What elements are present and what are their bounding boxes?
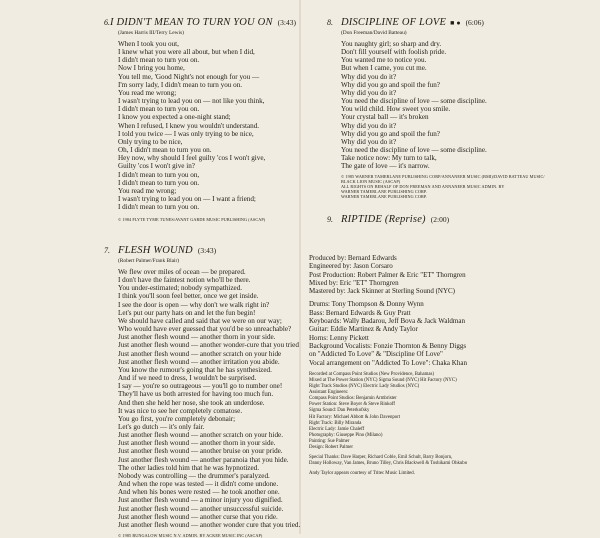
lyric-line: I see the door is open — why don't we walk right in? — [118, 300, 270, 309]
credit-line: Assistant Engineers: — [309, 390, 349, 396]
lyric-line: I didn't mean to turn you on, — [118, 170, 200, 179]
lyric-line: We flew over miles of ocean — be prepared. — [118, 268, 246, 276]
lyric-line: You tell me, 'Good Night's not enough for you — — [118, 72, 260, 81]
credit-line: Vocal arrangement on "Addicted To Love": Chaka Khan — [309, 358, 467, 367]
song-number: 8. — [327, 18, 333, 27]
lyric-line: Just another flesh wound — another curse that you ride. — [118, 512, 278, 521]
song-header — [327, 214, 449, 225]
lyric-line: Guilty 'cos I won't give in? — [118, 162, 195, 171]
credit-line: Hit Factory: Michael Abbott & John Davenport — [309, 414, 401, 420]
song-credits: (Robert Palmer/Frank Blair) — [118, 258, 180, 264]
lyric-line: Only trying to be nice, — [118, 137, 183, 146]
song-duration: (6:06) — [465, 18, 484, 27]
song-number: 7. — [104, 246, 110, 255]
lyric-line: I say — you're so outrageous — you'll go to number one! — [118, 382, 283, 391]
song-lyrics — [118, 268, 304, 529]
lyric-line: Just another flesh wound — another scratch on your hide — [118, 349, 282, 358]
song-number: 9. — [327, 215, 333, 224]
lyric-line: You read me wrong; — [118, 88, 177, 97]
lyric-line: You under-estimated; nobody sympathized. — [118, 284, 243, 293]
lyric-line: And then she held her nose, she took an underdose. — [118, 398, 265, 407]
left-column — [104, 17, 301, 538]
lyric-line: Just another flesh wound — a minor injury you dignified. — [118, 496, 283, 505]
lyric-line: You need the discipline of love — some discipline. — [341, 146, 487, 155]
credit-line: Special Thanks: Dave Harper, Richard Coble, Emil Schult, Barry Bonjorn, — [309, 455, 453, 461]
lyric-line: Just another flesh wound — another wonder-cure that you tried — [118, 341, 299, 350]
lyric-line: Just another flesh wound — another bruise on your pride. — [118, 447, 283, 456]
credit-line: Guitar: Eddie Martinez & Andy Taylor — [309, 325, 418, 334]
copyright-notice — [341, 174, 592, 199]
lyric-line: They'll have us both arrested for having too much fun. — [118, 390, 274, 399]
lyric-line: And when his bones were rested — he took another one. — [118, 488, 280, 497]
credit-line: Right Track Studios (NYC) Electric Lady Studios (NYC) — [309, 384, 420, 390]
credit-line: Power Station: Steve Boyer & Steve Rinkoff — [309, 402, 395, 408]
credit-line: Drums: Tony Thompson & Donny Wynn — [309, 300, 424, 309]
musician-credits — [309, 300, 589, 366]
copyright-line: ALL RIGHTS ON BEHALF OF DON FREEMAN AND ANNANEER MUSIC ADMIN. BY — [341, 183, 505, 189]
lyric-line: And when the rope was tested — it didn't come undone. — [118, 480, 279, 489]
song-title: FLESH WOUND — [118, 245, 193, 256]
lyric-line: You go first, you're completely debonair; — [118, 414, 236, 423]
lyric-line: You wanted me to notice you. — [341, 56, 427, 65]
credit-line: Mastered by: Jack Skinner at Sterling Sound (NYC) — [309, 287, 456, 296]
lyric-line: I'm sorry lady, I didn't mean to turn you on. — [118, 80, 243, 89]
lyric-line: Why did you do it? — [341, 88, 397, 97]
lyric-line: Just another flesh wound — another wonder cure that you tried. — [118, 520, 301, 529]
copyright-notice: © 1985 BUNGALOW MUSIC N.V. ADMIN. BY ACKEE MUSIC INC (ASCAP) — [118, 533, 263, 538]
song-duration: (3:43) — [277, 18, 296, 27]
credit-line: Painting: Sue Palmer — [309, 438, 350, 444]
lyric-line: I knew what you were all about, but when I did, — [118, 48, 255, 57]
lyric-line: I didn't mean to turn you on. — [118, 56, 200, 65]
lyric-line: Now I bring you home, — [118, 64, 185, 73]
lyric-line: Why did you go and spoil the fun? — [341, 80, 440, 89]
credit-line: Sigma Sound: Dan Peterkofsky — [309, 408, 370, 414]
lyric-line: It was nice to see her completely comatose. — [118, 406, 243, 415]
credit-line: Design: Robert Palmer — [309, 444, 353, 450]
credit-line: Danny Holloway, Van James, Bruno Tilley, Chris Blackwell & Toshikami Ohkubo — [309, 461, 468, 467]
lyric-line: But when I came, you cut me. — [341, 64, 427, 73]
album-credits — [309, 254, 589, 477]
lyric-line: Just another flesh wound — another unsuccessful suicide. — [118, 504, 284, 513]
lyric-line: You read me wrong; — [118, 186, 177, 195]
credit-line: Photography: Giuseppe Pino (Milano) — [309, 432, 383, 438]
song-6 — [104, 17, 294, 222]
song-header — [327, 17, 592, 28]
special-thanks — [309, 455, 589, 467]
credit-line: Right Track: Billy Miranda — [309, 420, 362, 426]
copyright-line: WARNER TAMERLANE PUBLISHING CORP. — [341, 188, 427, 194]
copyright-notice: © 1984 FLYTE TYME TUNES/AVANT GARDE MUSIC PUBLISHING (ASCAP) — [118, 217, 266, 223]
credit-line: Engineered by: Jason Corsaro — [309, 262, 393, 271]
circle-icon: ● — [456, 19, 461, 27]
copyright-line: WARNER TAMERLANE PUBLISHING CORP. — [341, 193, 427, 199]
lyric-line: I know you expected a one-night stand; — [118, 113, 231, 122]
courtesy-note: Andy Taylor appears courtesy of Tritec Music Limited. — [309, 471, 415, 477]
song-lyrics — [341, 40, 592, 171]
lyric-line: You need the discipline of love — some discipline. — [341, 97, 487, 106]
song-number: 6. — [104, 18, 110, 27]
credit-line: Post Production: Robert Palmer & Eric "ET" Thorngren — [309, 270, 466, 279]
lyric-line: Your crystal ball — it's broken — [341, 113, 429, 122]
song-header — [104, 17, 294, 28]
credit-line: Electric Lady: Jamie Chaleff — [309, 426, 365, 432]
song-8 — [327, 17, 592, 199]
square-icon: ■ — [450, 19, 455, 27]
credit-line: Background Vocalists: Fonzie Thornton & Benny Diggs — [309, 341, 467, 350]
song-duration: (2:00) — [430, 215, 450, 224]
production-credits — [309, 254, 589, 295]
credit-line: Horns: Lenny Pickett — [309, 333, 369, 342]
lyric-line: Nobody was controlling — the drummer's paralyzed. — [118, 471, 270, 480]
song-header — [104, 245, 304, 256]
credit-line: Recorded at Compass Point Studios (New Providence, Bahamas) — [309, 371, 434, 377]
lyric-line: Why did you do it? — [341, 137, 397, 146]
lyric-line: Just another flesh wound — another scratch on your hide. — [118, 431, 283, 440]
lyric-line: When I refused, I knew you wouldn't understand. — [118, 121, 260, 130]
credit-line: Mixed by: Eric "ET" Thorngren — [309, 278, 399, 287]
lyric-line: The gate of love — it's narrow. — [341, 162, 430, 171]
song-credits: (James Harris III/Terry Lewis) — [118, 30, 184, 36]
lyric-line: Take notice now: My turn to talk, — [341, 154, 437, 163]
song-credits: (Don Freeman/David Batteau) — [341, 30, 407, 36]
song-7 — [104, 245, 304, 538]
lyric-line: The other ladies told him that he was hypnotized. — [118, 463, 259, 472]
song-title: RIPTIDE (Reprise) — [341, 214, 426, 225]
lyric-line: You know the rumour's going that he has synthesized. — [118, 365, 272, 374]
song-title: I DIDN'T MEAN TO TURN YOU ON — [110, 17, 273, 28]
lyric-line: We should have called and said that we were on our way; — [118, 316, 282, 325]
credit-line: Produced by: Bernard Edwards — [309, 254, 397, 262]
copyright-line: BLACK LION MUSIC (ASCAP) — [341, 178, 401, 184]
lyric-line: Just another flesh wound — another thorn in your side. — [118, 439, 276, 448]
lyric-line: You naughty girl; so sharp and dry. — [341, 40, 442, 48]
lyric-line: I think you'll soon feel better, once we get inside. — [118, 292, 259, 301]
copyright-line: © 1985 WARNER TAMERLANE PUBLISHING CORP/ANNANEER MUSIC (BMI)/DAVID BATTEAU MUSIC/ — [341, 173, 545, 179]
lyric-line: You wild child. How sweet you smile. — [341, 105, 451, 114]
lyric-line: Oh, I didn't mean to turn you on. — [118, 146, 212, 155]
lyric-line: Just another flesh wound — another paranoia that you hide. — [118, 455, 289, 464]
lyric-line: Who would have ever guessed that you'd be so unreachable? — [118, 325, 292, 334]
lyric-line: I didn't mean to turn you on. — [118, 203, 200, 212]
lyric-line: I didn't mean to turn you on. — [118, 105, 200, 114]
lyric-line: I don't have the faintest notion who'll be there. — [118, 276, 251, 285]
right-column — [309, 17, 592, 477]
lyric-line: And if we need to dress, I wouldn't be surprised. — [118, 374, 257, 383]
credit-line: Bass: Bernard Edwards & Guy Pratt — [309, 308, 411, 317]
song-title: DISCIPLINE OF LOVE — [341, 17, 447, 28]
credit-line: Compass Point Studios: Benjamin Armbrister — [309, 396, 397, 402]
lyric-line: Don't fill yourself with foolish pride. — [341, 48, 447, 57]
song-lyrics — [118, 40, 294, 211]
lyric-line: I didn't mean to turn you on. — [118, 178, 200, 187]
lyric-line: Just another flesh wound — another irritation you abide. — [118, 357, 280, 366]
lyric-line: Why did you do it? — [341, 72, 397, 81]
song-duration: (3:43) — [197, 246, 217, 255]
lyric-line: Hey now, why should I feel guilty 'cos I won't give, — [118, 154, 266, 163]
song-9 — [327, 214, 449, 225]
lyric-line: I wasn't trying to lead you on — not like you think, — [118, 97, 265, 106]
lyric-line: Let's go dutch — it's only fair. — [118, 422, 205, 431]
lyric-line: I wasn't trying to lead you on — I want a friend; — [118, 194, 256, 203]
credit-line: on "Addicted To Love" & "Discipline Of Love" — [309, 350, 443, 359]
lyric-line: Let's put our party hats on and let the fun begin! — [118, 308, 256, 317]
lyric-line: Just another flesh wound — another thorn in your side. — [118, 333, 276, 342]
credit-line: Keyboards: Wally Badarou, Jeff Bova & Jack Waldman — [309, 317, 465, 326]
credit-line: Mixed at The Power Station (NYC) Sigma Sound (NYC) Hit Factory (NYC) — [309, 377, 457, 383]
lyric-line: Why did you go and spoil the fun? — [341, 129, 440, 138]
lyric-line: Why did you do it? — [341, 121, 397, 130]
recording-notes — [309, 372, 589, 451]
lyric-line: I told you twice — I was only trying to be nice, — [118, 129, 254, 138]
lyric-line: When I took you out, — [118, 40, 179, 48]
